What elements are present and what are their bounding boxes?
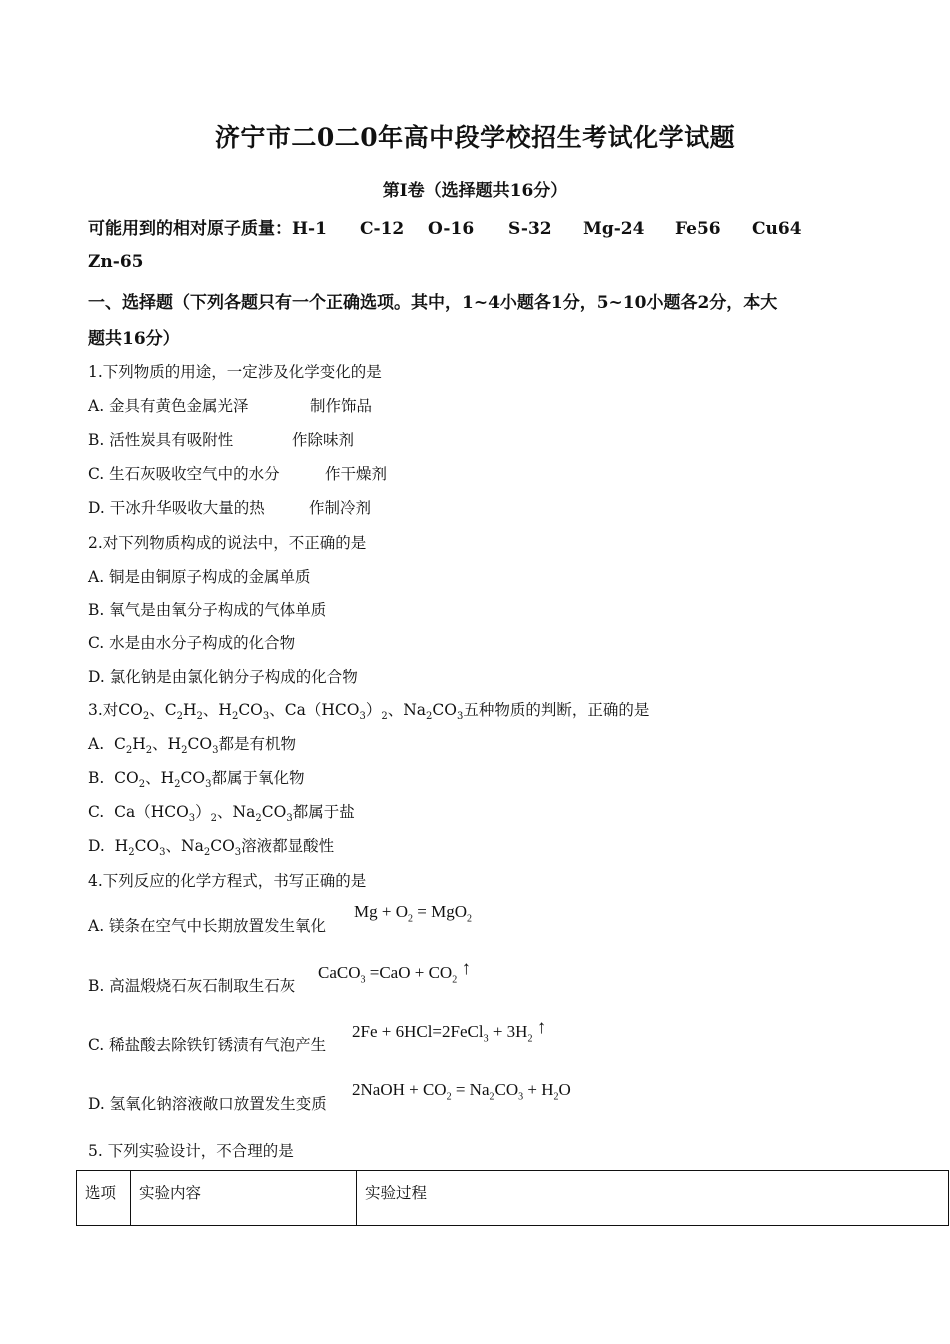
q2-option-c: C. 水是由水分子构成的化合物 <box>88 634 296 652</box>
section-subtitle: 第I卷（选择题共16分） <box>382 181 568 201</box>
q1-option-a <box>88 394 372 416</box>
q3-option-d: D. $H_2CO_3$、$Na_2CO_3$溶液都显酸性 <box>88 837 335 859</box>
atomic-mass-item: H-1 <box>292 219 327 239</box>
table-header-cell: 实验内容 <box>131 1171 357 1226</box>
section-heading-line2: 题共16分） <box>88 329 180 349</box>
q4-option-c-equation: 2Fe + 6HCl=2FeCl$_3$ + $3H_2$ ↑ <box>352 1017 547 1045</box>
q1-option-c <box>88 462 387 484</box>
q1-option-b <box>88 428 354 450</box>
atomic-masses-label: 可能用到的相对原子质量： <box>88 219 292 239</box>
q4-stem: 4.下列反应的化学方程式，书写正确的是 <box>88 872 367 890</box>
q3-stem: 3.对$CO_2$、$C_2H_2$、$H_2CO_3$、$Ca(HCO_3)_2$、$Na_2CO_3$五种物质的判断，正确的是 <box>88 701 650 723</box>
q1-option-c-use: 作干燥剂 <box>325 465 388 483</box>
table-header-row <box>77 1171 949 1226</box>
q4-option-d-text: D. 氢氧化钠溶液敞口放置发生变质 <box>88 1095 327 1113</box>
page-title: 济宁市二0二0年高中段学校招生考试化学试题 <box>214 123 736 152</box>
atomic-masses-line <box>88 214 802 239</box>
q4-option-c-text: C. 稀盐酸去除铁钉锈渍有气泡产生 <box>88 1036 327 1054</box>
q1-option-b-label: B. 活性炭具有吸附性 <box>88 431 234 449</box>
q1-option-a-label: A. 金具有黄色金属光泽 <box>88 397 249 415</box>
q5-table <box>76 1170 949 1226</box>
q1-stem: 1.下列物质的用途，一定涉及化学变化的是 <box>88 363 382 381</box>
q1-option-b-use: 作除味剂 <box>292 431 355 449</box>
q3-option-a-text: 都是有机物 <box>218 735 296 753</box>
q3-stem-prefix: 3.对 <box>88 701 119 719</box>
atomic-mass-item-wrap: Zn-65 <box>88 252 144 272</box>
q1-option-a-use: 制作饰品 <box>310 397 373 415</box>
table-header-cell: 选项 <box>77 1171 131 1226</box>
q4-option-b-equation: CaCO$_3$ $=CaO + CO_2$ ↑ <box>318 958 471 986</box>
atomic-mass-item: Cu64 <box>752 219 802 239</box>
atomic-mass-item: O-16 <box>428 219 475 239</box>
q2-option-a: A. 铜是由铜原子构成的金属单质 <box>88 568 311 586</box>
q5-stem: 5. 下列实验设计，不合理的是 <box>88 1142 294 1160</box>
q3-option-c-text: 都属于盐 <box>292 803 355 821</box>
q2-stem: 2.对下列物质构成的说法中，不正确的是 <box>88 534 367 552</box>
q3-stem-suffix: 五种物质的判断，正确的是 <box>463 701 650 719</box>
q4-option-d-equation: 2NaOH + $CO_2 = Na_2CO_3 + H_2O$ <box>352 1080 571 1103</box>
q4-option-a-text: A. 镁条在空气中长期放置发生氧化 <box>88 917 327 935</box>
q4-option-a-equation: $Mg + O_2 = MgO_2$ <box>354 902 472 925</box>
atomic-mass-item: Fe56 <box>675 219 721 239</box>
atomic-mass-item: S-32 <box>508 219 552 239</box>
q1-option-d-use: 作制冷剂 <box>309 499 372 517</box>
q4-option-a <box>88 914 326 936</box>
q3-option-b-text: 都属于氧化物 <box>211 769 305 787</box>
q2-option-b: B. 氧气是由氧分子构成的气体单质 <box>88 601 327 619</box>
q1-option-d-label: D. 干冰升华吸收大量的热 <box>88 499 265 517</box>
q1-option-d <box>88 496 371 518</box>
q3-option-d-text: 溶液都显酸性 <box>241 837 335 855</box>
q2-option-d: D. 氯化钠是由氯化钠分子构成的化合物 <box>88 668 358 686</box>
q3-option-a: A. $C_2H_2$、$H_2CO_3$都是有机物 <box>88 735 296 757</box>
q4-option-c <box>88 1033 326 1055</box>
atomic-mass-item: Mg-24 <box>583 219 645 239</box>
q4-option-d <box>88 1092 327 1114</box>
section-heading-line1: 一、选择题（下列各题只有一个正确选项。其中，1~4小题各1分，5~10小题各2分，本大 <box>88 293 778 313</box>
q1-option-c-label: C. 生石灰吸收空气中的水分 <box>88 465 280 483</box>
q4-option-b-text: B. 高温煅烧石灰石制取生石灰 <box>88 977 296 995</box>
table-header-cell: 实验过程 <box>357 1171 949 1226</box>
q4-option-b <box>88 974 295 996</box>
atomic-mass-item: C-12 <box>360 219 405 239</box>
q3-option-c: C. $Ca(HCO_3)_2$、$Na_2CO_3$都属于盐 <box>88 803 355 825</box>
q3-option-b: B. $CO_2$、$H_2CO_3$都属于氧化物 <box>88 769 305 791</box>
